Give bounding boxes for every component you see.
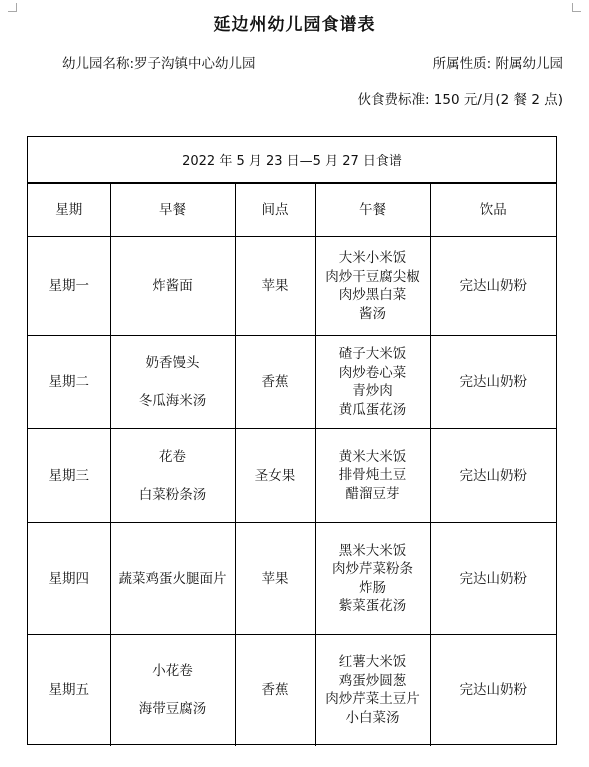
day-cell: 星期四 — [28, 523, 110, 635]
fee-standard: 伙食费标准: 150 元/月(2 餐 2 点) — [357, 92, 563, 108]
breakfast-cell — [110, 635, 235, 746]
lunch-item: 黑米大米饭 — [338, 542, 407, 559]
header-lunch: 午餐 — [315, 184, 430, 237]
drink-cell: 完达山奶粉 — [430, 523, 556, 635]
lunch-item: 黄瓜蛋花汤 — [338, 401, 407, 418]
breakfast-item: 小花卷 — [152, 663, 193, 680]
lunch-item: 大米小米饭 — [338, 250, 407, 266]
lunch-item: 红薯大米饭 — [338, 654, 407, 671]
snack-cell: 香蕉 — [235, 336, 315, 429]
drink-cell: 完达山奶粉 — [430, 336, 556, 429]
lunch-item: 黄米大米饭 — [338, 448, 407, 465]
lunch-item: 碴子大米饭 — [338, 346, 407, 362]
lunch-item: 小白菜汤 — [345, 709, 400, 726]
lunch-item: 青炒肉 — [352, 383, 393, 399]
lunch-cell — [315, 635, 430, 746]
table-row — [28, 635, 556, 746]
breakfast-item: 白菜粉条汤 — [138, 486, 207, 503]
lunch-cell — [315, 523, 430, 635]
breakfast-item: 海带豆腐汤 — [138, 701, 207, 718]
drink-cell: 完达山奶粉 — [430, 429, 556, 523]
header-row — [28, 184, 556, 237]
header-snack: 间点 — [235, 184, 315, 237]
kindergarten-name: 幼儿园名称:罗子沟镇中心幼儿园 — [62, 56, 256, 72]
snack-cell: 苹果 — [235, 237, 315, 336]
lunch-item: 肉炒芹菜土豆片 — [325, 691, 420, 708]
lunch-cell — [315, 237, 430, 336]
table-row — [28, 237, 556, 336]
breakfast-item: 花卷 — [159, 448, 186, 465]
day-cell: 星期五 — [28, 635, 110, 746]
breakfast-item: 奶香馒头 — [145, 355, 200, 371]
lunch-item: 醋溜豆芽 — [345, 485, 400, 502]
breakfast-cell — [110, 237, 235, 336]
breakfast-item: 炸酱面 — [152, 278, 193, 294]
affiliation: 所属性质: 附属幼儿园 — [432, 56, 563, 72]
snack-cell: 香蕉 — [235, 635, 315, 746]
day-cell: 星期一 — [28, 237, 110, 336]
breakfast-item: 蔬菜鸡蛋火腿面片 — [118, 570, 227, 587]
snack-cell: 苹果 — [235, 523, 315, 635]
drink-cell: 完达山奶粉 — [430, 635, 556, 746]
menu-table-frame — [27, 136, 557, 745]
menu-date-range: 2022 年 5 月 23 日—5 月 27 日食谱 — [28, 137, 556, 183]
lunch-item: 肉炒卷心菜 — [338, 364, 407, 381]
breakfast-cell — [110, 336, 235, 429]
drink-cell: 完达山奶粉 — [430, 237, 556, 336]
lunch-item: 炸肠 — [359, 579, 386, 596]
day-cell: 星期二 — [28, 336, 110, 429]
table-row — [28, 523, 556, 635]
header-breakfast: 早餐 — [110, 184, 235, 237]
lunch-item: 肉炒黑白菜 — [338, 287, 407, 303]
lunch-cell — [315, 336, 430, 429]
breakfast-item: 冬瓜海米汤 — [138, 393, 207, 409]
lunch-item: 酱汤 — [359, 305, 386, 322]
menu-table — [28, 183, 556, 746]
breakfast-cell — [110, 429, 235, 523]
breakfast-cell — [110, 523, 235, 635]
lunch-item: 肉炒芹菜粉条 — [332, 561, 413, 577]
snack-cell: 圣女果 — [235, 429, 315, 523]
lunch-item: 肉炒干豆腐尖椒 — [325, 268, 420, 285]
lunch-cell — [315, 429, 430, 523]
lunch-item: 鸡蛋炒圆葱 — [338, 672, 407, 689]
day-cell: 星期三 — [28, 429, 110, 523]
document-title: 延边州幼儿园食谱表 — [213, 15, 376, 35]
table-row — [28, 336, 556, 429]
table-row — [28, 429, 556, 523]
header-drink: 饮品 — [430, 184, 556, 237]
header-day: 星期 — [28, 184, 110, 237]
lunch-item: 紫菜蛋花汤 — [338, 598, 407, 614]
lunch-item: 排骨炖土豆 — [338, 467, 407, 484]
